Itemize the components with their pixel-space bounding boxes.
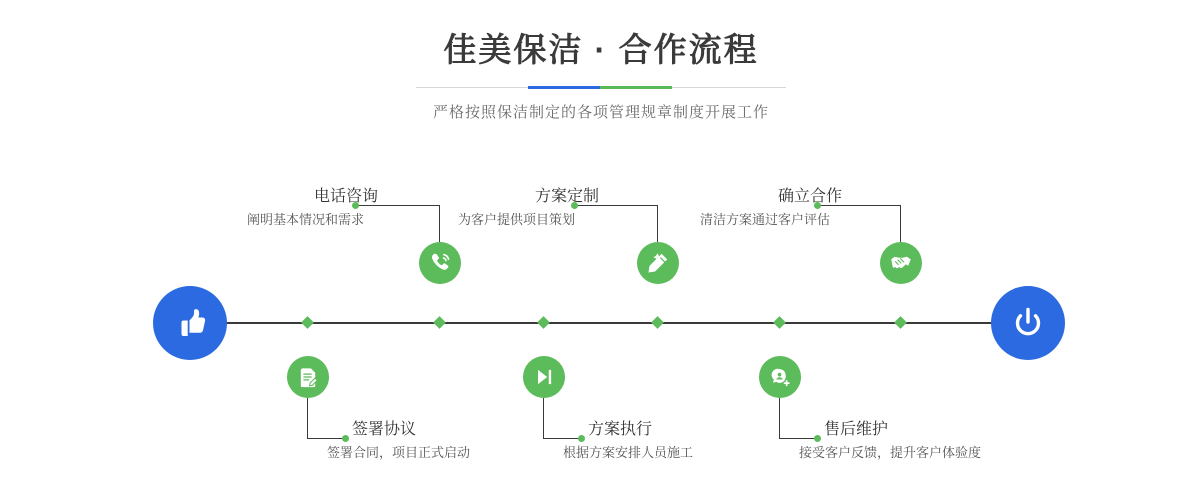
connector-dot (578, 435, 585, 442)
axis-marker (537, 316, 550, 329)
step-desc: 根据方案安排人员施工 (563, 445, 694, 460)
step-label-3 (458, 187, 600, 230)
phone-call-icon (419, 242, 461, 284)
customer-service-icon (759, 356, 801, 398)
process-timeline (0, 160, 1202, 490)
connector-line (900, 205, 901, 242)
step-label-2 (327, 420, 471, 463)
title-divider (416, 86, 786, 89)
sign-document-icon (287, 356, 329, 398)
plan-pencil-icon (637, 242, 679, 284)
page-title: 佳美保洁 · 合作流程 (443, 31, 759, 68)
connector-line (779, 438, 817, 439)
connector-line (307, 438, 345, 439)
connector-line (543, 398, 544, 438)
divider-green-segment (600, 86, 672, 89)
handshake-icon (880, 242, 922, 284)
step-label-5 (700, 187, 843, 230)
step-desc: 阐明基本情况和需求 (247, 212, 365, 227)
axis-marker (651, 316, 664, 329)
connector-line (439, 205, 440, 242)
connector-line (779, 398, 780, 438)
step-title: 电话咨询 (314, 188, 379, 205)
step-label-6 (799, 420, 982, 463)
play-execute-icon (523, 356, 565, 398)
step-title: 售后维护 (824, 421, 889, 438)
divider-blue-segment (528, 86, 600, 89)
step-title: 确立合作 (778, 188, 843, 205)
power-icon (991, 286, 1065, 360)
connector-line (657, 205, 658, 242)
axis-marker (894, 316, 907, 329)
connector-line (543, 438, 581, 439)
step-desc: 清洁方案通过客户评估 (700, 212, 831, 227)
axis-marker (301, 316, 314, 329)
step-desc: 接受客户反馈，提升客户体验度 (799, 445, 982, 460)
page-header (0, 28, 1202, 122)
step-title: 方案执行 (588, 421, 653, 438)
step-desc: 签署合同，项目正式启动 (327, 445, 471, 460)
connector-dot (814, 435, 821, 442)
step-title: 方案定制 (535, 188, 600, 205)
thumbs-up-icon (153, 286, 227, 360)
connector-dot (342, 435, 349, 442)
axis-marker (773, 316, 786, 329)
step-title: 签署协议 (352, 421, 417, 438)
step-desc: 为客户提供项目策划 (458, 212, 576, 227)
step-label-1 (247, 187, 379, 230)
page-subtitle: 严格按照保洁制定的各项管理规章制度开展工作 (432, 104, 769, 121)
connector-line (307, 398, 308, 438)
axis-marker (433, 316, 446, 329)
step-label-4 (563, 420, 694, 463)
